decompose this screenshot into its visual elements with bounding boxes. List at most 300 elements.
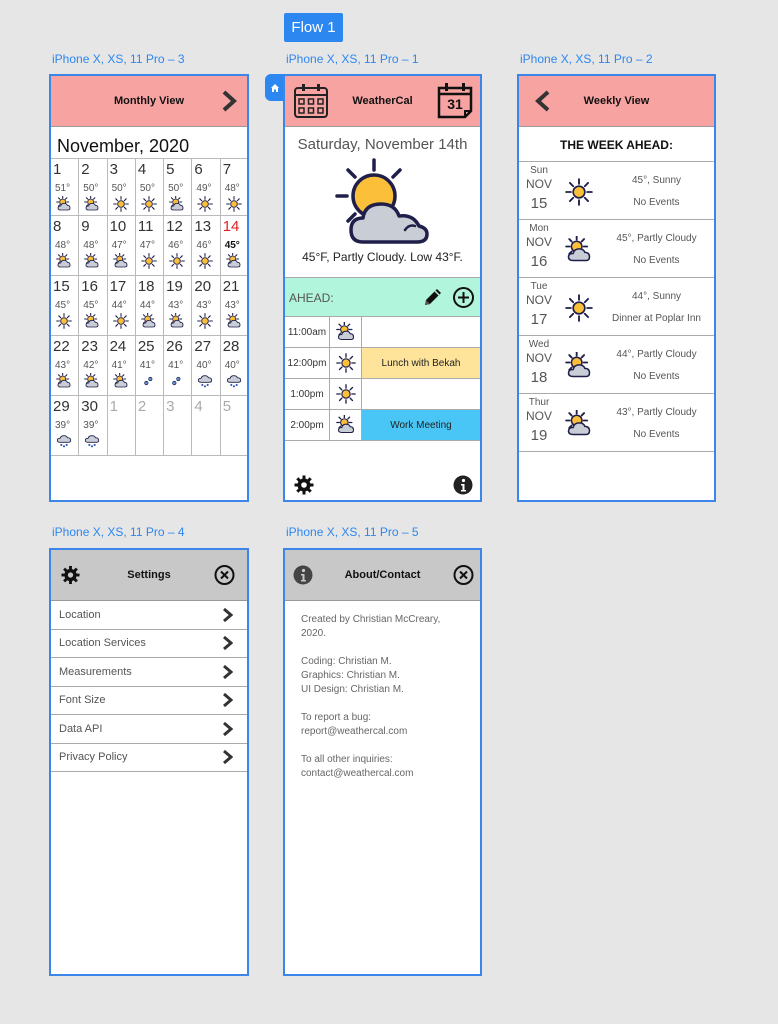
current-weather-summary: 45°F, Partly Cloudy. Low 43°F. [302, 250, 463, 264]
schedule-time: 2:00pm [285, 410, 330, 440]
week-day-events: No Events [633, 429, 680, 440]
partly-cloudy-icon [565, 352, 593, 380]
partly-cloudy-icon [169, 313, 185, 329]
flow-badge[interactable]: Flow 1 [284, 13, 343, 42]
week-day-forecast: 43°, Partly Cloudy [616, 407, 697, 418]
sun-icon [197, 313, 213, 329]
gear-icon [61, 566, 80, 585]
day-number: 15 [53, 278, 70, 295]
schedule-weather [330, 317, 362, 347]
day-temperature: 44° [111, 300, 127, 311]
day-weather [113, 196, 129, 217]
ahead-label: AHEAD: [289, 291, 334, 305]
home-flow-tab[interactable] [265, 74, 285, 101]
partly-cloudy-icon [565, 410, 593, 438]
schedule-time: 12:00pm [285, 348, 330, 378]
frame-label-monthly[interactable]: iPhone X, XS, 11 Pro – 3 [52, 52, 185, 66]
sun-icon [113, 196, 129, 212]
day-number: 25 [137, 338, 155, 355]
calendar-week-row [51, 216, 248, 276]
day-number: 5 [222, 398, 232, 415]
calendar-day-cell[interactable] [221, 159, 248, 216]
day-number: 18 [137, 278, 155, 295]
home-header [285, 76, 480, 127]
day-number: 9 [81, 218, 90, 235]
sun-icon [197, 253, 213, 269]
calendar-day-cell[interactable] [136, 159, 164, 216]
calendar-day-cell[interactable] [79, 216, 107, 276]
settings-item-label: Privacy Policy [59, 751, 128, 764]
day-temperature: 48° [83, 240, 99, 251]
schedule-event[interactable]: Work Meeting [362, 410, 480, 440]
partly-cloudy-icon [113, 253, 129, 269]
calendar-day-cell[interactable] [51, 276, 79, 336]
info-icon[interactable] [453, 475, 473, 495]
sun-icon [113, 313, 129, 329]
day-number: 23 [81, 338, 98, 355]
calendar-day-cell[interactable] [136, 216, 164, 276]
day-temperature: 48° [55, 240, 71, 251]
day-temperature: 44° [139, 300, 155, 311]
day-temperature: 50° [139, 183, 155, 194]
schedule-empty-slot[interactable] [362, 317, 480, 347]
week-day-date: 16 [530, 253, 548, 270]
day-temperature: 40° [224, 360, 240, 371]
day-temperature: 46° [196, 240, 212, 251]
calendar-week-row [51, 159, 248, 216]
chevron-right-icon [222, 635, 233, 651]
sun-icon [141, 253, 157, 269]
week-list [519, 161, 714, 452]
monthly-header [51, 76, 247, 127]
chevron-right-icon [222, 721, 233, 737]
calendar-day-cell[interactable] [108, 396, 136, 456]
settings-item-label: Location Services [59, 637, 146, 650]
weekly-header [519, 76, 714, 127]
day-number: 21 [222, 278, 240, 295]
week-day-month: NOV [525, 409, 552, 423]
calendar-day-cell[interactable] [221, 336, 248, 396]
chevron-right-icon [222, 664, 233, 680]
week-day-row[interactable] [519, 278, 714, 336]
day-weather [169, 196, 185, 217]
day-temperature: 41° [168, 360, 184, 371]
calendar-31-icon[interactable] [436, 82, 474, 120]
home-screen [283, 74, 482, 502]
rain-icon [226, 373, 242, 389]
settings-item-location-services[interactable] [51, 630, 247, 659]
day-temperature: 41° [111, 360, 127, 371]
day-weather [197, 373, 213, 394]
schedule-weather [330, 348, 362, 378]
calendar-day-cell[interactable] [108, 336, 136, 396]
week-day-date: 15 [530, 195, 548, 212]
schedule-row[interactable] [285, 410, 480, 441]
sun-icon [226, 196, 242, 212]
calendar-day-cell[interactable] [79, 396, 107, 456]
partly-cloudy-icon [565, 236, 593, 264]
current-date: Saturday, November 14th [297, 136, 468, 153]
week-day-events: No Events [633, 371, 680, 382]
schedule-time: 11:00am [285, 317, 330, 347]
week-day-weather [565, 236, 593, 269]
week-day-month: NOV [525, 293, 552, 307]
partly-cloudy-icon [226, 313, 242, 329]
day-temperature: 43° [55, 360, 71, 371]
about-line: To all other inquiries: [301, 754, 393, 765]
week-day-month: NOV [525, 351, 552, 365]
day-number: 3 [109, 161, 118, 178]
day-temperature: 46° [168, 240, 184, 251]
hourly-schedule [285, 317, 480, 441]
home-icon [270, 83, 280, 93]
calendar-day-cell[interactable] [136, 276, 164, 336]
day-weather [226, 253, 242, 274]
day-number: 24 [109, 338, 127, 355]
calendar-day-cell[interactable] [164, 159, 192, 216]
partly-cloudy-icon [336, 415, 356, 435]
sun-icon [197, 196, 213, 212]
about-line[interactable]: contact@weathercal.com [301, 768, 414, 779]
gear-icon[interactable] [294, 475, 314, 495]
calendar-day-cell[interactable] [192, 159, 220, 216]
day-number: 2 [137, 398, 147, 415]
week-day-row[interactable] [519, 394, 714, 452]
day-number: 11 [137, 218, 154, 235]
calendar-day-cell[interactable] [164, 396, 192, 456]
partly-cloudy-icon [56, 373, 72, 389]
chevron-right-icon [222, 607, 233, 623]
partly-cloudy-icon [141, 313, 157, 329]
calendar-day-cell[interactable] [51, 216, 79, 276]
day-temperature: 39° [55, 420, 71, 431]
day-number: 29 [53, 398, 70, 415]
about-line [301, 697, 440, 711]
calendar-day-cell[interactable] [136, 336, 164, 396]
week-day-row[interactable] [519, 336, 714, 394]
day-temperature: 40° [196, 360, 212, 371]
day-number: 28 [222, 338, 240, 355]
day-number: 22 [53, 338, 70, 355]
chevron-right-icon [222, 749, 233, 765]
day-number: 13 [194, 218, 212, 235]
rain-drops-icon [141, 373, 157, 389]
about-line [301, 641, 440, 655]
plus-circle-icon[interactable] [452, 286, 475, 309]
frame-label-settings[interactable]: iPhone X, XS, 11 Pro – 4 [52, 525, 185, 539]
day-temperature: 42° [83, 360, 99, 371]
sun-icon [169, 253, 185, 269]
calendar-day-cell[interactable] [192, 336, 220, 396]
frame-label-home[interactable]: iPhone X, XS, 11 Pro – 1 [286, 52, 419, 66]
partly-cloudy-large-icon [333, 158, 431, 246]
calendar-day-cell[interactable] [164, 216, 192, 276]
week-day-row[interactable] [519, 220, 714, 278]
day-number: 7 [222, 161, 232, 178]
day-temperature: 43° [196, 300, 212, 311]
day-weather [226, 313, 242, 334]
day-weather [141, 253, 157, 274]
day-number: 4 [137, 161, 147, 178]
day-number: 14 [222, 218, 240, 235]
day-weather [141, 373, 157, 394]
settings-item-measurements[interactable] [51, 658, 247, 687]
settings-item-font-size[interactable] [51, 687, 247, 716]
day-temperature: 45° [55, 300, 71, 311]
month-title: November, 2020 [57, 136, 190, 156]
day-weather [169, 253, 185, 274]
header-title: Monthly View [113, 95, 185, 107]
sun-icon [141, 196, 157, 212]
day-weather [197, 313, 213, 334]
day-number: 10 [109, 218, 127, 235]
calendar-day-cell[interactable] [51, 336, 79, 396]
calendar-day-cell[interactable] [51, 159, 79, 216]
partly-cloudy-icon [336, 322, 356, 342]
day-weather [113, 253, 129, 274]
sun-icon [56, 313, 72, 329]
day-temperature: 45° [224, 240, 240, 251]
day-weather [84, 373, 100, 394]
calendar-week-row [51, 336, 248, 396]
schedule-time: 1:00pm [285, 379, 330, 409]
day-number: 27 [194, 338, 212, 355]
schedule-row[interactable] [285, 348, 480, 379]
day-temperature: 47° [139, 240, 155, 251]
partly-cloudy-icon [226, 253, 242, 269]
week-day-name: Tue [530, 281, 548, 292]
chevron-right-icon [222, 692, 233, 708]
schedule-weather [330, 410, 362, 440]
day-temperature: 48° [224, 183, 240, 194]
schedule-weather [330, 379, 362, 409]
about-line: Created by Christian McCreary, [301, 614, 441, 625]
calendar-day-cell[interactable] [108, 159, 136, 216]
about-line[interactable]: report@weathercal.com [301, 726, 408, 737]
day-temperature: 43° [168, 300, 184, 311]
day-weather [84, 196, 100, 217]
week-day-events: No Events [633, 197, 680, 208]
week-day-date: 17 [530, 311, 548, 328]
sun-icon [565, 178, 593, 206]
settings-item-label: Data API [59, 722, 103, 735]
day-number: 12 [166, 218, 183, 235]
settings-screen [49, 548, 249, 976]
partly-cloudy-icon [84, 196, 100, 212]
calendar-day-cell[interactable] [221, 276, 248, 336]
day-weather [56, 313, 72, 334]
day-weather [84, 313, 100, 334]
partly-cloudy-icon [84, 313, 100, 329]
partly-cloudy-icon [56, 196, 72, 212]
day-number: 4 [194, 398, 203, 415]
week-day-month: NOV [525, 235, 552, 249]
settings-item-privacy-policy[interactable] [51, 744, 247, 773]
settings-item-location[interactable] [51, 601, 247, 630]
day-number: 6 [194, 161, 203, 178]
week-day-forecast: 45°, Partly Cloudy [616, 233, 697, 244]
week-day-date: 19 [530, 427, 548, 444]
day-number: 5 [166, 161, 175, 178]
chevron-right-icon[interactable] [221, 90, 237, 112]
about-line [301, 739, 440, 753]
day-weather [113, 373, 129, 394]
day-weather [226, 196, 242, 217]
day-weather [84, 433, 100, 454]
week-day-forecast: 45°, Sunny [631, 175, 682, 186]
partly-cloudy-icon [56, 253, 72, 269]
calendar-day-cell[interactable] [192, 216, 220, 276]
calendar-grid-icon[interactable] [293, 83, 329, 119]
day-number: 2 [81, 161, 90, 178]
day-temperature: 47° [111, 240, 127, 251]
day-weather [197, 196, 213, 217]
day-temperature: 50° [168, 183, 184, 194]
day-temperature: 41° [139, 360, 155, 371]
week-day-name: Mon [529, 223, 549, 234]
week-day-name: Thur [528, 397, 550, 408]
day-number: 20 [194, 278, 212, 295]
week-day-name: Wed [528, 339, 550, 350]
calendar-day-cell[interactable] [192, 396, 220, 456]
settings-item-label: Location [59, 608, 101, 621]
sun-icon [336, 384, 356, 404]
calendar-day-cell[interactable] [164, 276, 192, 336]
calendar-week-row [51, 276, 248, 336]
schedule-empty-slot[interactable] [362, 379, 480, 409]
rain-drops-icon [169, 373, 185, 389]
day-weather [84, 253, 100, 274]
settings-header [51, 550, 247, 601]
info-icon [293, 565, 313, 585]
ahead-bar [285, 277, 480, 317]
header-title: Weekly View [583, 95, 650, 107]
header-title: About/Contact [344, 569, 421, 581]
day-weather [141, 196, 157, 217]
day-weather [56, 196, 72, 217]
week-day-weather [565, 178, 593, 211]
settings-item-data-api[interactable] [51, 715, 247, 744]
sun-icon [565, 294, 593, 322]
week-day-name: Sun [530, 165, 548, 176]
about-line: Graphics: Christian M. [301, 670, 400, 681]
day-number: 30 [81, 398, 98, 415]
calendar-day-cell[interactable] [79, 276, 107, 336]
day-temperature: 49° [196, 183, 212, 194]
day-number: 17 [109, 278, 127, 295]
schedule-event[interactable]: Lunch with Bekah [362, 348, 480, 378]
partly-cloudy-icon [113, 373, 129, 389]
day-weather [141, 313, 157, 334]
day-temperature: 45° [83, 300, 99, 311]
day-temperature: 50° [111, 183, 127, 194]
about-line: Coding: Christian M. [301, 656, 392, 667]
calendar-day-number: 31 [447, 96, 463, 112]
schedule-row[interactable] [285, 379, 480, 410]
calendar-day-cell[interactable] [108, 216, 136, 276]
monthly-view-screen [49, 74, 249, 502]
schedule-row[interactable] [285, 317, 480, 348]
day-number: 19 [166, 278, 183, 295]
week-day-weather [565, 410, 593, 443]
calendar-day-cell[interactable] [221, 396, 248, 456]
calendar-day-cell[interactable] [108, 276, 136, 336]
day-number: 1 [53, 161, 62, 178]
about-line: UI Design: Christian M. [301, 684, 404, 695]
calendar-day-cell[interactable] [136, 396, 164, 456]
calendar-day-cell[interactable] [192, 276, 220, 336]
calendar-week-row [51, 396, 248, 456]
day-number: 26 [166, 338, 183, 355]
day-weather [169, 313, 185, 334]
about-line: To report a bug: [301, 712, 372, 723]
frame-label-weekly[interactable]: iPhone X, XS, 11 Pro – 2 [520, 52, 653, 66]
week-day-date: 18 [530, 369, 548, 386]
calendar-day-cell[interactable] [79, 159, 107, 216]
day-weather [113, 313, 129, 334]
rain-icon [197, 373, 213, 389]
week-ahead-title: THE WEEK AHEAD: [560, 138, 673, 152]
frame-label-about[interactable]: iPhone X, XS, 11 Pro – 5 [286, 525, 419, 539]
day-weather [56, 433, 72, 454]
day-weather [169, 373, 185, 394]
day-weather [56, 373, 72, 394]
week-day-month: NOV [525, 177, 552, 191]
app-title: WeatherCal [352, 95, 413, 107]
day-number: 8 [53, 218, 62, 235]
sun-icon [336, 353, 356, 373]
month-grid [51, 158, 248, 456]
day-number: 3 [166, 398, 175, 415]
week-day-weather [565, 294, 593, 327]
about-text [301, 613, 440, 781]
day-temperature: 43° [224, 300, 240, 311]
calendar-day-cell[interactable] [51, 396, 79, 456]
day-weather [56, 253, 72, 274]
about-line: 2020. [301, 628, 327, 639]
calendar-day-cell[interactable] [79, 336, 107, 396]
rain-icon [84, 433, 100, 449]
chevron-left-icon[interactable] [535, 90, 551, 112]
week-day-row[interactable] [519, 162, 714, 220]
day-number: 16 [81, 278, 98, 295]
close-icon[interactable] [453, 565, 474, 586]
day-weather [226, 373, 242, 394]
header-title: Settings [127, 569, 171, 581]
weekly-view-screen [517, 74, 716, 502]
calendar-day-cell[interactable] [221, 216, 248, 276]
partly-cloudy-icon [84, 253, 100, 269]
settings-item-label: Measurements [59, 665, 132, 678]
week-day-forecast: 44°, Sunny [631, 291, 682, 302]
day-temperature: 51° [55, 183, 71, 194]
settings-item-label: Font Size [59, 694, 106, 707]
pencil-icon[interactable] [423, 287, 443, 307]
rain-icon [56, 433, 72, 449]
settings-list [51, 601, 247, 772]
week-day-weather [565, 352, 593, 385]
about-screen [283, 548, 482, 976]
calendar-day-cell[interactable] [164, 336, 192, 396]
close-icon[interactable] [214, 565, 235, 586]
week-day-forecast: 44°, Partly Cloudy [616, 349, 697, 360]
day-weather [197, 253, 213, 274]
about-header [285, 550, 480, 601]
partly-cloudy-icon [169, 196, 185, 212]
week-day-events: Dinner at Poplar Inn [612, 313, 701, 324]
day-number: 1 [109, 398, 118, 415]
day-temperature: 39° [83, 420, 99, 431]
